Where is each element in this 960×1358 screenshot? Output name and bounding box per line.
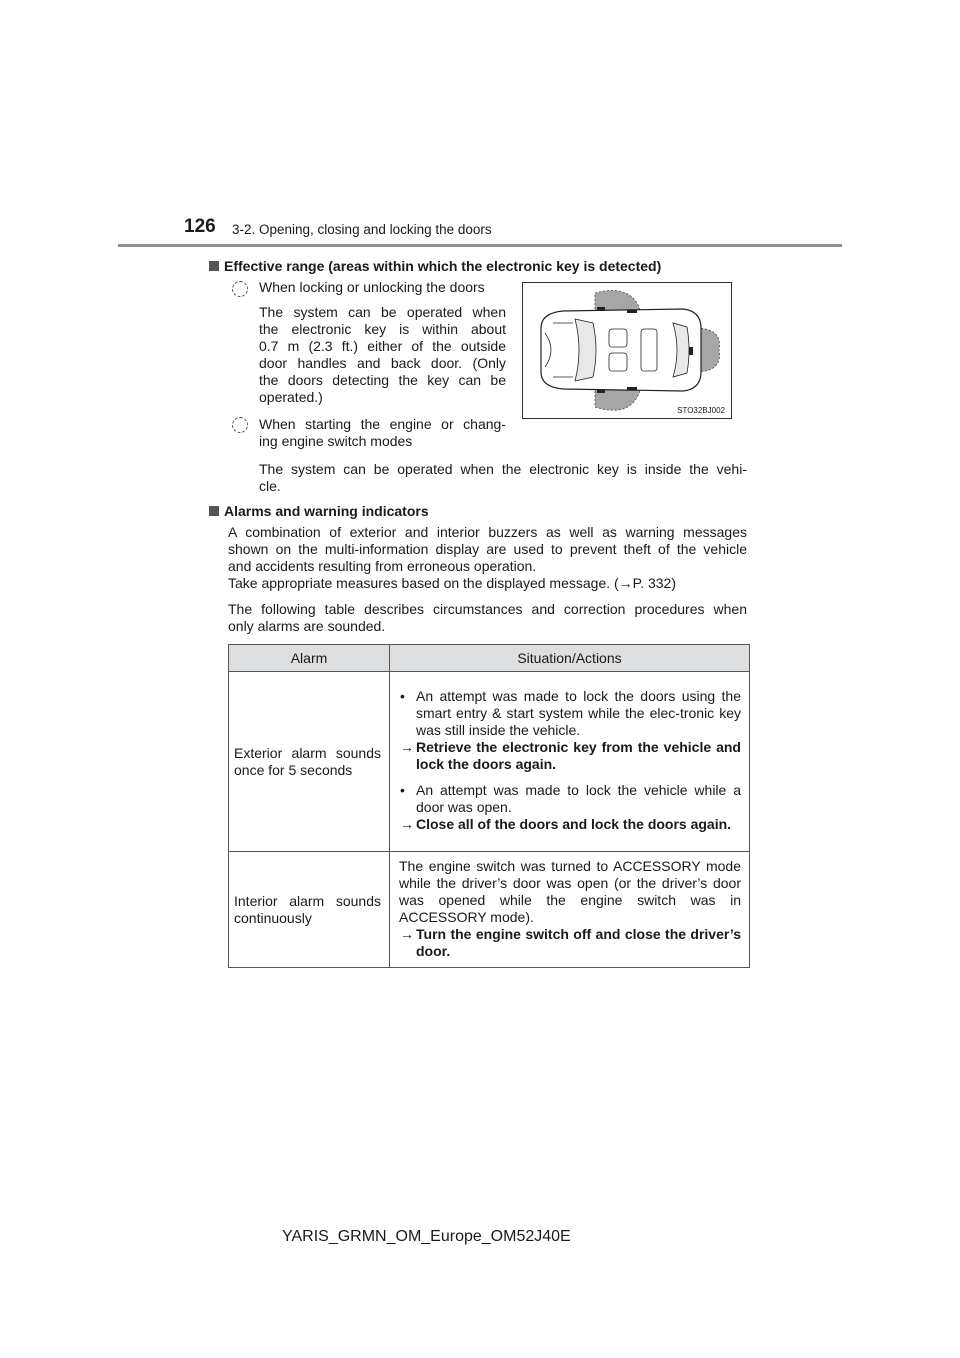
alarms-heading-text: Alarms and warning indicators (224, 503, 429, 519)
effective-range-heading (209, 258, 661, 274)
car-top-view-icon (523, 283, 731, 418)
situation-text: The engine switch was turned to ACCESSORY mode while the driver’s door was open (or the driver’s door was opened while the engine switch was in ACCESSORY mode). (399, 857, 741, 925)
situation-item: • An attempt was made to lock the vehicle while a door was open. (400, 782, 741, 815)
figure-code: STO32BJ002 (677, 406, 725, 415)
square-bullet-icon (209, 506, 219, 516)
alarms-para-line: and accidents resulting from erroneous operation. (228, 558, 537, 574)
alarms-para2-line: The following table describes circumstances and correction procedures when (228, 601, 747, 617)
action-item: → Close all of the doors and lock the doors again. (400, 816, 732, 832)
range-item2-body: cle. (259, 478, 281, 494)
alarm-cell: Interior alarm sounds continuously (229, 852, 390, 968)
situation-cell (390, 672, 750, 852)
dashed-circle-icon (232, 417, 248, 433)
table-header-row (229, 645, 750, 672)
range-item2-line: ing engine switch modes (259, 433, 413, 449)
alarm-table (228, 644, 750, 968)
table-row (229, 852, 750, 968)
footer-doc-id: YARIS_GRMN_OM_Europe_OM52J40E (282, 1228, 571, 1245)
alarms-para-line: shown on the multi-information display are used to prevent theft of the vehicle (228, 541, 747, 557)
alarms-heading (209, 503, 429, 519)
effective-range-heading-text: Effective range (areas within which the electronic key is detected) (224, 258, 662, 274)
range-item1-line: operated.) (259, 389, 323, 405)
range-item1-title: When locking or unlocking the doors (259, 279, 485, 295)
range-item1-line: door handles and back door. (Only (259, 355, 506, 371)
dashed-circle-icon (232, 281, 248, 297)
action-item: → Retrieve the electronic key from the vehicle and lock the doors again. (400, 739, 741, 772)
range-item2-body: The system can be operated when the electronic key is inside the vehi- (259, 461, 747, 477)
range-item1-line: the electronic key is within about (259, 321, 506, 337)
alarm-cell: Exterior alarm sounds once for 5 seconds (229, 672, 390, 852)
range-item2-line: When starting the engine or chang- (259, 416, 506, 432)
range-item1-line: The system can be operated when (259, 304, 506, 320)
range-item1-line: 0.7 m (2.3 ft.) either of the outside (259, 338, 506, 354)
header-rule (118, 244, 842, 247)
page-number: 126 (184, 216, 216, 237)
situation-cell (390, 852, 750, 968)
range-item1-line: the doors detecting the key can be (259, 372, 506, 388)
car-detection-range-figure (522, 282, 732, 419)
table-row (229, 672, 750, 852)
action-item: → Turn the engine switch off and close the driver’s door. (400, 925, 741, 959)
header-situation-actions: Situation/Actions (390, 645, 750, 672)
square-bullet-icon (209, 261, 219, 271)
alarms-para2-line: only alarms are sounded. (228, 618, 386, 634)
section-title: 3-2. Opening, closing and locking the doors (232, 222, 492, 237)
header-alarm: Alarm (229, 645, 390, 672)
alarms-para-line: A combination of exterior and interior buzzers as well as warning messages (228, 524, 747, 540)
alarms-para-line: Take appropriate measures based on the displayed message. (→P. 332) (228, 575, 677, 591)
situation-item: • An attempt was made to lock the doors using the smart entry & start system while the elec-tronic key was still inside the vehicle. (400, 688, 741, 738)
